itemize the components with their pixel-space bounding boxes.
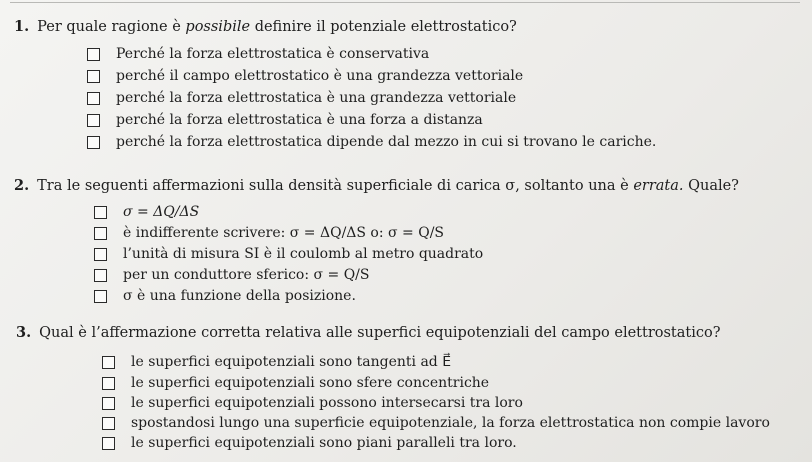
checkbox[interactable] bbox=[102, 356, 115, 369]
q2-option-2[interactable] bbox=[94, 224, 444, 242]
q3-option-1[interactable] bbox=[102, 353, 451, 371]
q2-option-5[interactable] bbox=[94, 287, 356, 305]
option-label: σ è una funzione della posizione. bbox=[123, 288, 356, 304]
question-3-text: Qual è l’affermazione corretta relativa alle superfici equipotenziali del campo elettrostatico? bbox=[39, 325, 721, 341]
checkbox[interactable] bbox=[87, 114, 100, 127]
question-1-text-after: definire il potenziale elettrostatico? bbox=[254, 19, 517, 35]
q2-option-4[interactable] bbox=[94, 266, 369, 284]
q2-option-3[interactable] bbox=[94, 245, 483, 263]
option-label: perché la forza elettrostatica è una forza a distanza bbox=[116, 112, 483, 128]
question-1-text-before: Per quale ragione è bbox=[37, 19, 181, 35]
checkbox[interactable] bbox=[87, 48, 100, 61]
option-label: per un conduttore sferico: σ = Q/S bbox=[123, 267, 370, 283]
q3-option-2[interactable] bbox=[102, 374, 489, 392]
checkbox[interactable] bbox=[94, 269, 107, 282]
q3-option-3[interactable] bbox=[102, 394, 523, 412]
q1-option-2[interactable] bbox=[87, 67, 523, 85]
q1-option-4[interactable] bbox=[87, 111, 483, 129]
question-2-text-after: Quale? bbox=[688, 178, 739, 194]
checkbox[interactable] bbox=[102, 397, 115, 410]
checkbox[interactable] bbox=[87, 92, 100, 105]
question-2 bbox=[14, 177, 739, 195]
question-2-text-emph: errata. bbox=[633, 178, 684, 194]
option-label: perché il campo elettrostatico è una grandezza vettoriale bbox=[116, 68, 524, 84]
question-2-number: 2. bbox=[14, 177, 30, 194]
option-label: l’unità di misura SI è il coulomb al metro quadrato bbox=[123, 246, 484, 262]
option-label: σ = ΔQ/ΔS bbox=[123, 204, 200, 220]
checkbox[interactable] bbox=[102, 377, 115, 390]
option-label: perché la forza elettrostatica dipende dal mezzo in cui si trovano le cariche. bbox=[116, 134, 657, 150]
option-label: spostandosi lungo una superficie equipotenziale, la forza elettrostatica non compie lavoro bbox=[131, 415, 770, 431]
question-3 bbox=[16, 324, 720, 342]
q1-option-5[interactable] bbox=[87, 133, 656, 151]
question-1-number: 1. bbox=[14, 18, 30, 35]
checkbox[interactable] bbox=[87, 70, 100, 83]
checkbox[interactable] bbox=[102, 417, 115, 430]
q1-option-3[interactable] bbox=[87, 89, 516, 107]
option-label: perché la forza elettrostatica è una grandezza vettoriale bbox=[116, 90, 517, 106]
q3-option-5[interactable] bbox=[102, 434, 517, 452]
question-2-text-before: Tra le seguenti affermazioni sulla densità superficiale di carica σ, soltanto una è bbox=[37, 178, 629, 194]
question-1-text-emph: possibile bbox=[185, 19, 251, 35]
option-label: è indifferente scrivere: σ = ΔQ/ΔS o: σ = Q/S bbox=[123, 225, 445, 241]
checkbox[interactable] bbox=[94, 290, 107, 303]
option-label: Perché la forza elettrostatica è conservativa bbox=[116, 46, 430, 62]
option-label: le superfici equipotenziali sono piani paralleli tra loro. bbox=[131, 435, 517, 451]
checkbox[interactable] bbox=[94, 248, 107, 261]
q2-option-1[interactable] bbox=[94, 203, 199, 221]
option-label: le superfici equipotenziali sono sfere concentriche bbox=[131, 375, 490, 391]
option-label: le superfici equipotenziali sono tangenti ad E⃗ bbox=[131, 354, 452, 370]
q1-option-1[interactable] bbox=[87, 45, 429, 63]
checkbox[interactable] bbox=[94, 206, 107, 219]
question-1 bbox=[14, 18, 517, 36]
question-3-number: 3. bbox=[16, 324, 32, 341]
checkbox[interactable] bbox=[94, 227, 107, 240]
q3-option-4[interactable] bbox=[102, 414, 770, 432]
page-top-rule bbox=[10, 2, 800, 3]
checkbox[interactable] bbox=[102, 437, 115, 450]
option-label: le superfici equipotenziali possono intersecarsi tra loro bbox=[131, 395, 523, 411]
checkbox[interactable] bbox=[87, 136, 100, 149]
